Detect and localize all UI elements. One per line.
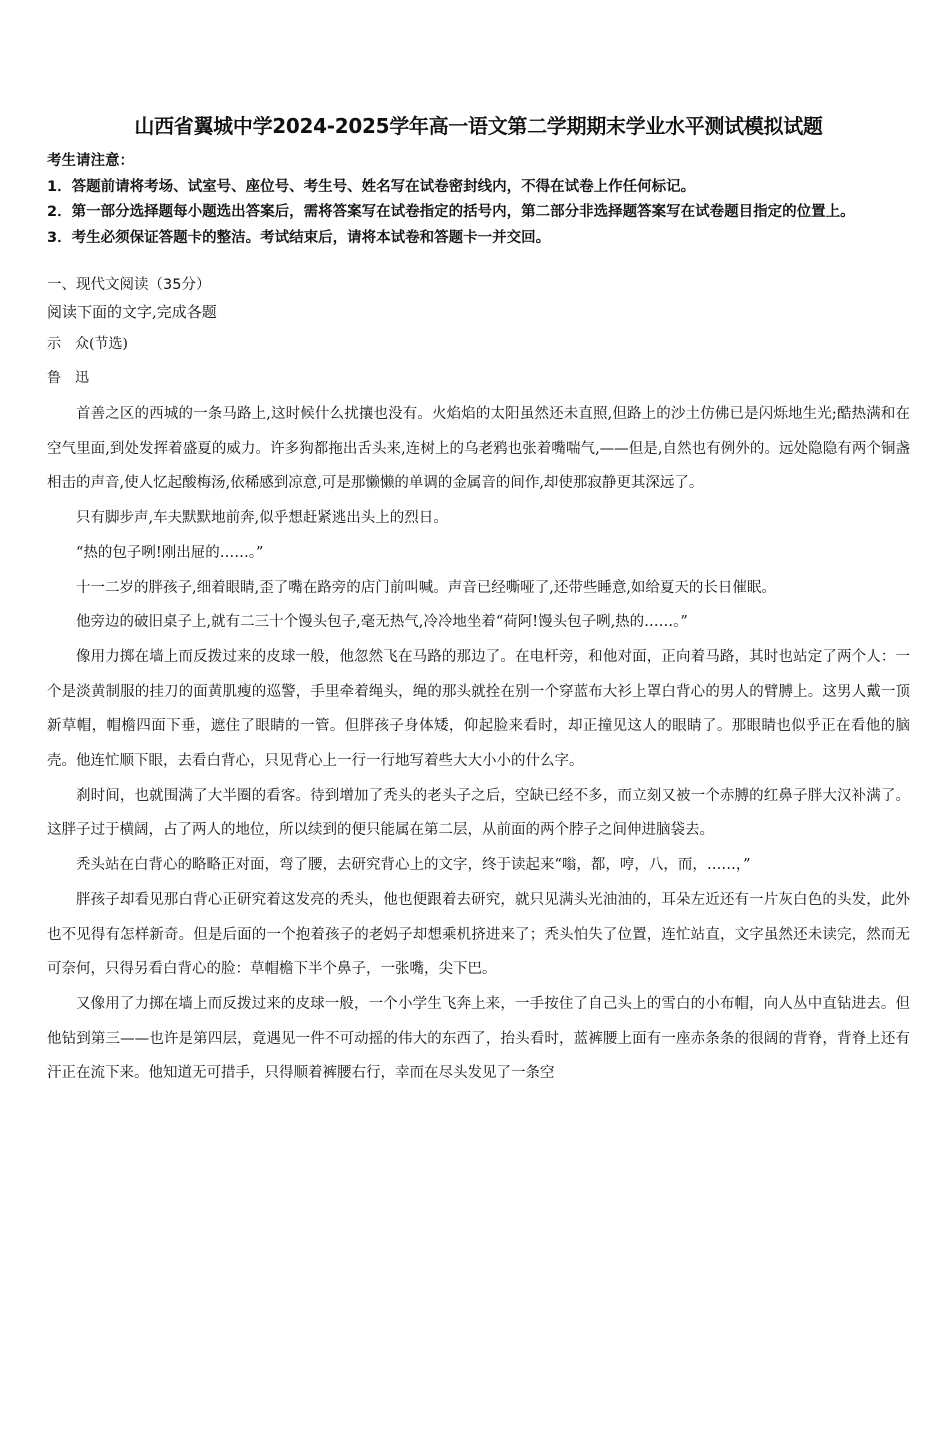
passage-paragraph: 首善之区的西城的一条马路上,这时候什么扰攘也没有。火焰焰的太阳虽然还未直照,但路上的沙土仿佛已是闪烁地生光;酷热满和在空气里面,到处发挥着盛夏的威力。许多狗都拖出舌头来,连树上的乌老鸦也张着嘴喘气,——但是,自然也有例外的。远处隐隐有两个铜盏相击的声音,使人忆起酸梅汤,依稀感到凉意,可是那懒懒的单调的金属音的间作,却使那寂静更其深远了。 [47, 406, 910, 492]
section-heading: 一、现代文阅读（35分） [47, 277, 211, 293]
passage-paragraph: 十一二岁的胖孩子,细着眼睛,歪了嘴在路旁的店门前叫喊。声音已经嘶哑了,还带些睡意,如给夏天的长日催眠。 [76, 579, 776, 596]
work-author: 鲁 迅 [47, 370, 89, 386]
notice-heading: 考生请注意： [47, 153, 134, 169]
passage-paragraph: 秃头站在白背心的略略正对面，弯了腰，去研究背心上的文字，终于读起来“嗡，都，哼，八，而，……，” [76, 857, 751, 874]
passage-paragraph: “热的包子咧!刚出屉的……。” [76, 544, 264, 561]
work-title: 示 众(节选) [47, 336, 128, 352]
candidate-notice [47, 149, 910, 251]
notice-item: 2．第一部分选择题每小题选出答案后，需将答案写在试卷指定的括号内，第二部分非选择题答案写在试卷题目指定的位置上。 [47, 204, 855, 220]
passage-paragraph: 像用力掷在墙上而反拨过来的皮球一般，他忽然飞在马路的那边了。在电杆旁，和他对面，正向着马路，其时也站定了两个人：一个是淡黄制服的挂刀的面黄肌瘦的巡警，手里牵着绳头，绳的那头就拴在别一个穿蓝布大衫上罩白背心的男人的臂膊上。这男人戴一顶新草帽，帽檐四面下垂，遮住了眼睛的一管。但胖孩子身体矮，仰起脸来看时，却正撞见这人的眼睛了。那眼睛也似乎正在看他的脑壳。他连忙顺下眼，去看白背心，只见背心上一行一行地写着些大大小小的什么字。 [47, 648, 910, 770]
passage-paragraph: 又像用了力掷在墙上而反拨过来的皮球一般，一个小学生飞奔上来，一手按住了自己头上的雪白的小布帽，向人丛中直钻进去。但他钻到第三——也许是第四层，竟遇见一件不可动摇的伟大的东西了，抬头看时，蓝裤腰上面有一座赤条条的很阔的背脊，背脊上还有汗正在流下来。他知道无可措手，只得顺着裤腰右行，幸而在尽头发见了一条空 [47, 995, 910, 1082]
exam-page [0, 111, 950, 1455]
passage-paragraph: 刹时间，也就围满了大半圈的看客。待到增加了秃头的老头子之后，空缺已经不多，而立刻又被一个赤膊的红鼻子胖大汉补满了。这胖子过于横阔，占了两人的地位，所以续到的便只能属在第二层，从前面的两个脖子之间伸进脑袋去。 [47, 787, 910, 839]
reading-passage [47, 397, 910, 1091]
passage-paragraph: 他旁边的破旧桌子上,就有二三十个馒头包子,毫无热气,冷冷地坐着“荷阿!馒头包子咧,热的……。” [76, 614, 688, 631]
notice-item: 1．答题前请将考场、试室号、座位号、考生号、姓名写在试卷密封线内，不得在试卷上作任何标记。 [47, 178, 696, 195]
section-instruction: 阅读下面的文字,完成各题 [47, 303, 217, 321]
notice-item: 3．考生必须保证答题卡的整洁。考试结束后，请将本试卷和答题卡一并交回。 [47, 229, 551, 246]
passage-paragraph: 只有脚步声,车夫默默地前奔,似乎想赶紧逃出头上的烈日。 [76, 510, 448, 527]
exam-title: 山西省翼城中学2024-2025学年高一语文第二学期期末学业水平测试模拟试题 [134, 114, 823, 138]
passage-paragraph: 胖孩子却看见那白背心正研究着这发亮的秃头，他也便跟着去研究，就只见满头光油油的，耳朵左近还有一片灰白色的头发，此外也不见得有怎样新奇。但是后面的一个抱着孩子的老妈子却想乘机挤进来了；秃头怕失了位置，连忙站直，文字虽然还未读完，然而无可奈何，只得另看白背心的脸：草帽檐下半个鼻子，一张嘴，尖下巴。 [47, 891, 910, 978]
